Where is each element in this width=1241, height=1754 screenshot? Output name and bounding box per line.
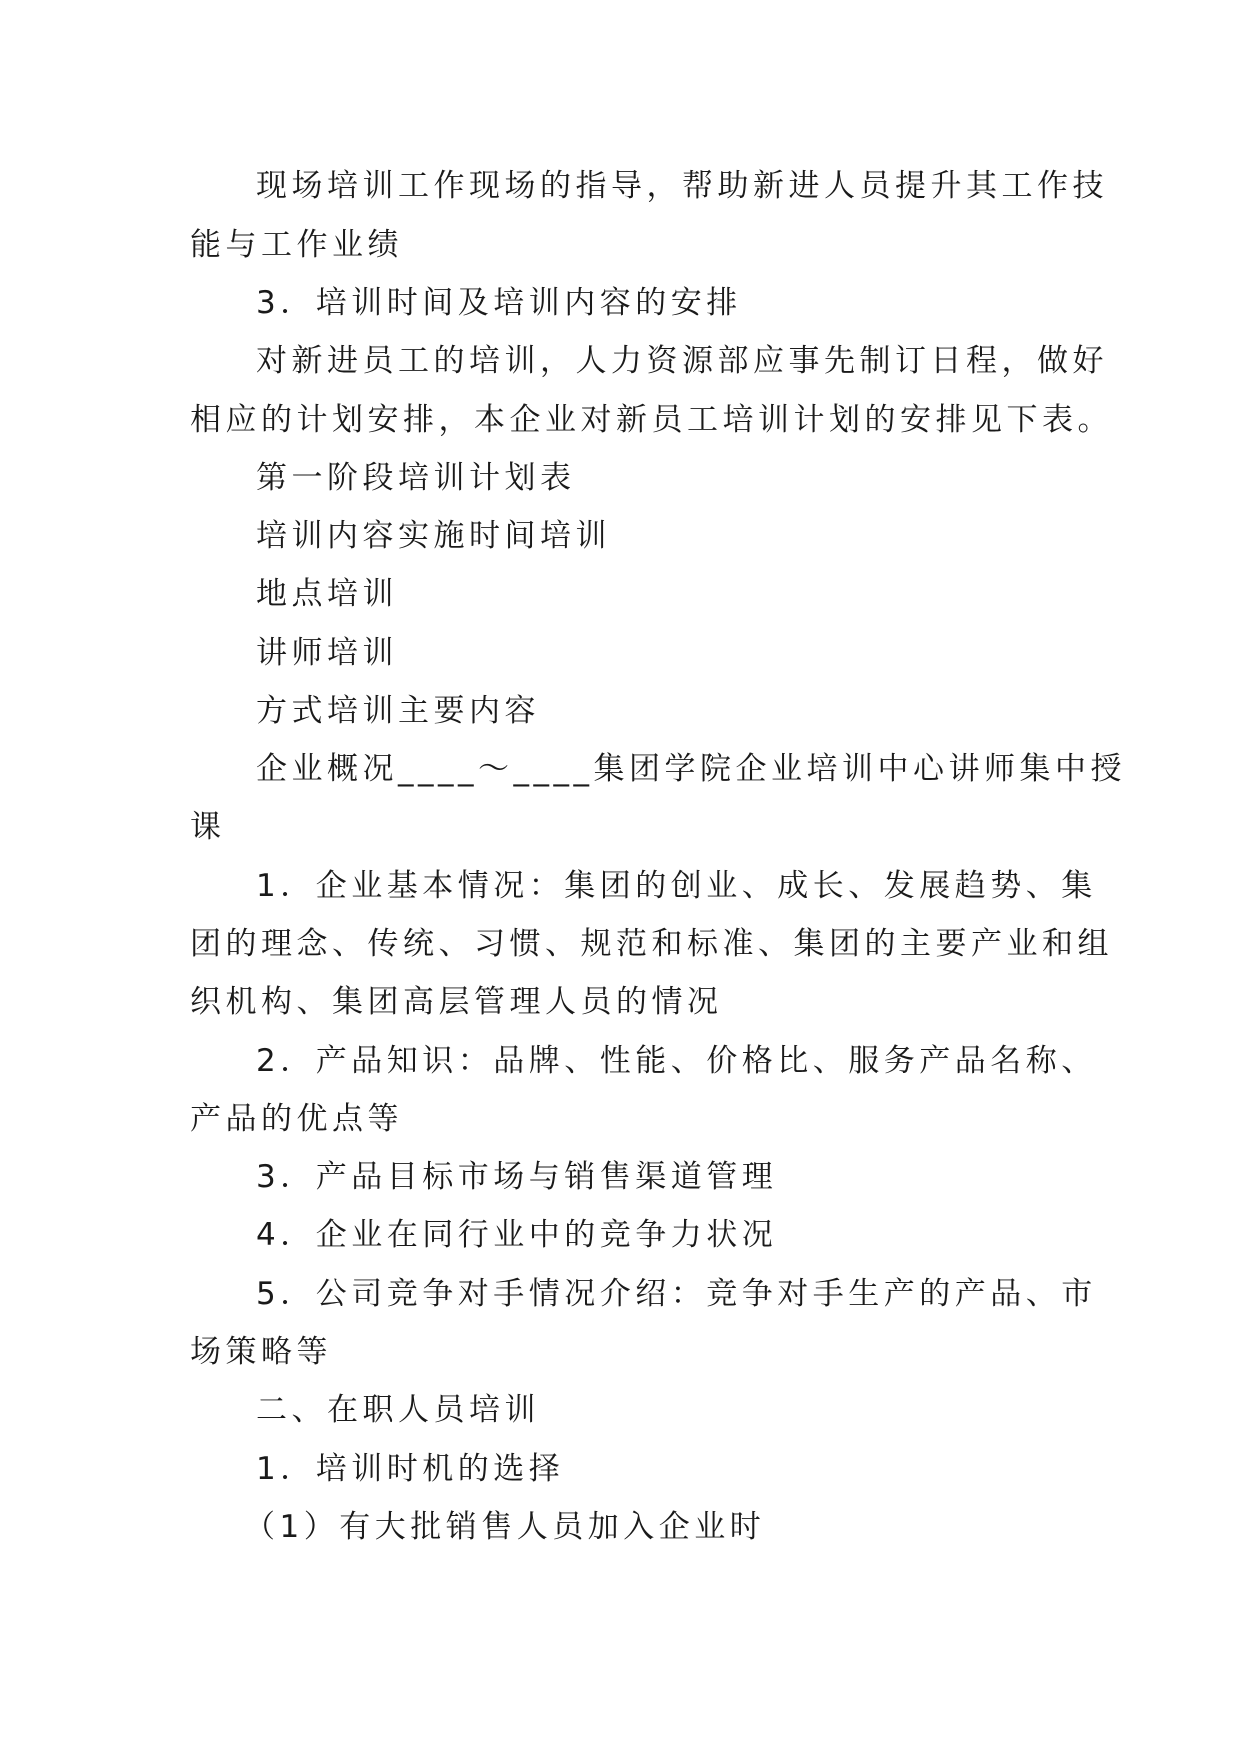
table-row-line: 课	[190, 809, 226, 845]
list-item: 5．公司竞争对手情况介绍：竞争对手生产的产品、市	[256, 1276, 1097, 1312]
list-item: 产品的优点等	[190, 1101, 403, 1137]
list-item: 1．企业基本情况：集团的创业、成长、发展趋势、集	[256, 868, 1097, 904]
table-header-line: 讲师培训	[256, 635, 398, 671]
paragraph-line: 能与工作业绩	[190, 227, 403, 263]
list-item: 团的理念、传统、习惯、规范和标准、集团的主要产业和组	[190, 926, 1113, 962]
list-item: 4．企业在同行业中的竞争力状况	[256, 1217, 778, 1253]
table-header-line: 方式培训主要内容	[256, 693, 540, 729]
list-item: 织机构、集团高层管理人员的情况	[190, 984, 723, 1020]
list-item: 3．产品目标市场与销售渠道管理	[256, 1159, 778, 1195]
table-title: 第一阶段培训计划表	[256, 460, 576, 496]
table-row-line: 企业概况____～____集团学院企业培训中心讲师集中授	[256, 751, 1126, 787]
paragraph-line: 相应的计划安排，本企业对新员工培训计划的安排见下表。	[190, 402, 1113, 438]
section-heading: 3．培训时间及培训内容的安排	[256, 285, 742, 321]
list-item: 2．产品知识：品牌、性能、价格比、服务产品名称、	[256, 1043, 1097, 1079]
subsection-heading: 1．培训时机的选择	[256, 1451, 565, 1487]
table-header-line: 地点培训	[256, 576, 398, 612]
list-item: （1）有大批销售人员加入企业时	[244, 1509, 766, 1545]
list-item: 场策略等	[190, 1334, 332, 1370]
paragraph-line: 对新进员工的培训，人力资源部应事先制订日程，做好	[256, 343, 1108, 379]
section-heading: 二、在职人员培训	[256, 1392, 540, 1428]
table-header-line: 培训内容实施时间培训	[256, 518, 611, 554]
paragraph-line: 现场培训工作现场的指导，帮助新进人员提升其工作技	[256, 168, 1108, 204]
